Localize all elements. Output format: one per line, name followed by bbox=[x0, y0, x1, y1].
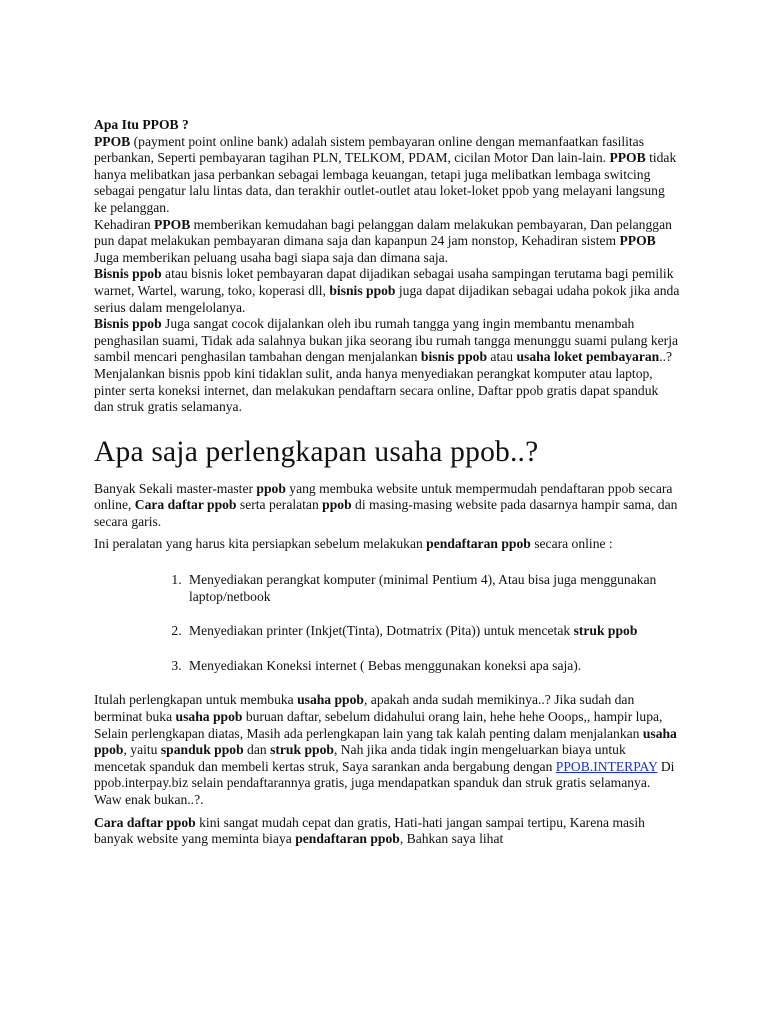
text-run: , Bahkan saya lihat bbox=[399, 831, 504, 847]
bold-text: usaha ppob bbox=[175, 709, 243, 725]
bold-text: struk ppob bbox=[270, 742, 334, 758]
equipment-list bbox=[94, 572, 680, 674]
bold-text: bisnis ppob bbox=[420, 349, 488, 365]
bold-text: PPOB bbox=[609, 150, 646, 166]
text-run: (payment point online bank) adalah sistem pembayaran online dengan memanfaatkan fasilitas perbankan, Seperti pembayaran tagihan PLN, TELKOM, PDAM, cicilan Motor Dan lain-lain. bbox=[94, 133, 644, 166]
bold-text: Cara daftar ppob bbox=[94, 814, 196, 830]
section-heading: Apa saja perlengkapan usaha ppob..? bbox=[94, 435, 539, 468]
body-paragraph bbox=[94, 536, 680, 553]
intro-section bbox=[94, 134, 680, 416]
bold-text: ppob bbox=[256, 480, 286, 496]
intro-paragraph bbox=[94, 316, 680, 366]
text-run: di masing-masing website pada dasarnya hampir sama, dan secara garis. bbox=[94, 497, 678, 529]
bold-text: Bisnis ppob bbox=[94, 316, 162, 332]
bold-text: bisnis ppob bbox=[329, 282, 396, 298]
bold-text: PPOB bbox=[619, 233, 656, 249]
bold-text: pendaftaran ppob bbox=[295, 831, 400, 847]
text-run: atau bbox=[487, 349, 517, 365]
text-run: secara online : bbox=[530, 536, 613, 552]
text-run: Ini peralatan yang harus kita persiapkan sebelum melakukan bbox=[94, 536, 427, 552]
text-run: , yaitu bbox=[123, 742, 161, 758]
list-item bbox=[185, 572, 680, 605]
body-paragraph bbox=[94, 815, 680, 848]
intro-paragraph bbox=[94, 217, 680, 267]
bold-text: usaha loket pembayaran bbox=[516, 349, 660, 365]
text-run: kini sangat mudah cepat dan gratis, Hati-hati jangan sampai tertipu, Karena masih banyak website yang meminta biaya bbox=[94, 814, 645, 847]
document-body bbox=[94, 117, 680, 848]
text-run: , Nah jika anda tidak ingin mengeluarkan biaya untuk mencetak spanduk dan membeli kertas struk, Saya sarankan anda bergabung dengan bbox=[94, 742, 626, 774]
intro-paragraph bbox=[94, 134, 680, 217]
bold-text: PPOB bbox=[154, 216, 191, 232]
text-run: Menyediakan Koneksi internet ( Bebas menggunakan koneksi apa saja). bbox=[189, 657, 582, 673]
intro-paragraph bbox=[94, 366, 680, 416]
text-run: buruan daftar, sebelum didahului orang lain, hehe hehe Ooops,, hampir lupa, Selain perlengkapan diatas, Masih ada perlengkapan lain yang tak kalah penting dalam menjalankan bbox=[94, 709, 663, 741]
bold-text: ppob bbox=[322, 497, 352, 513]
text-run: Juga sangat cocok dijalankan oleh ibu rumah tangga yang ingin membantu menambah penghasilan suami, Tidak ada salahnya bukan jika seorang ibu rumah tangga menunggu suami pulang kerja sambil mencari penghasilan tambahan dengan menjalankan bbox=[94, 316, 679, 365]
bold-text: pendaftaran ppob bbox=[426, 536, 531, 552]
bold-text: Cara daftar ppob bbox=[134, 497, 237, 513]
text-run: tidak hanya melibatkan jasa perbankan sebagai lembaga keuangan, tetapi juga melibatkan lembaga switcing sebagai pengatur lalu lintas data, dan terakhir outlet-outlet atau loket-loket ppob yang melayani langsung ke pelanggan. bbox=[94, 150, 677, 215]
text-run: atau bisnis loket pembayaran dapat dijadikan sebagai usaha sampingan terutama bagi pemilik warnet, Wartel, warung, toko, koperasi dll, bbox=[94, 266, 674, 298]
text-run: Kehadiran bbox=[94, 216, 155, 232]
intro-title: Apa Itu PPOB ? bbox=[94, 117, 189, 132]
text-run: Juga memberikan peluang usaha bagi siapa saja dan dimana saja. bbox=[94, 249, 449, 265]
text-run: Menyediakan printer (Inkjet(Tinta), Dotmatrix (Pita)) untuk mencetak bbox=[189, 623, 574, 639]
bold-text: Bisnis ppob bbox=[94, 266, 162, 282]
list-item bbox=[185, 623, 680, 640]
intro-paragraph bbox=[94, 266, 680, 316]
text-run: dan bbox=[243, 742, 271, 758]
bold-text: struk ppob bbox=[573, 623, 638, 639]
body-paragraph bbox=[94, 692, 680, 808]
text-run: Menjalankan bisnis ppob kini tidaklan sulit, anda hanya menyediakan perangkat komputer atau laptop, pinter serta koneksi internet, dan melakukan pendaftarn secara online, Daftar ppob gratis dapat spanduk dan struk gratis selamanya. bbox=[94, 365, 659, 415]
text-run: Banyak Sekali master-master bbox=[94, 480, 257, 496]
bold-text: spanduk ppob bbox=[160, 742, 244, 758]
bold-text: usaha ppob bbox=[94, 725, 677, 758]
text-run: yang membuka website untuk mempermudah pendaftaran ppob secara online, bbox=[94, 480, 673, 513]
text-run: ..? bbox=[659, 349, 673, 365]
bold-text: PPOB bbox=[94, 133, 131, 149]
text-run: serta peralatan bbox=[236, 497, 323, 513]
text-run: memberikan kemudahan bagi pelanggan dalam melakukan pembayaran, Dan pelanggan pun dapat melakukan pembayaran dimana saja dan kapanpun 24 jam nonstop, Kehadiran sistem bbox=[94, 216, 672, 249]
text-run: , apakah anda sudah memikinya..? Jika sudah dan berminat buka bbox=[94, 692, 635, 725]
text-run: Menyediakan perangkat komputer (minimal Pentium 4), Atau bisa juga menggunakan laptop/netbook bbox=[189, 572, 657, 604]
body-paragraph bbox=[94, 481, 680, 531]
list-item bbox=[185, 658, 680, 675]
text-run: Itulah perlengkapan untuk membuka bbox=[94, 692, 298, 708]
text-run: juga dapat dijadikan sebagai udaha pokok jika anda serius dalam mengelolanya. bbox=[94, 282, 680, 315]
text-run: Di ppob.interpay.biz selain pendaftarannya gratis, juga mendapatkan spanduk dan struk gratis selamanya. Waw enak bukan..?. bbox=[94, 758, 675, 807]
bold-text: usaha ppob bbox=[297, 692, 364, 708]
ppob-interpay-link[interactable]: PPOB.INTERPAY bbox=[555, 758, 658, 774]
